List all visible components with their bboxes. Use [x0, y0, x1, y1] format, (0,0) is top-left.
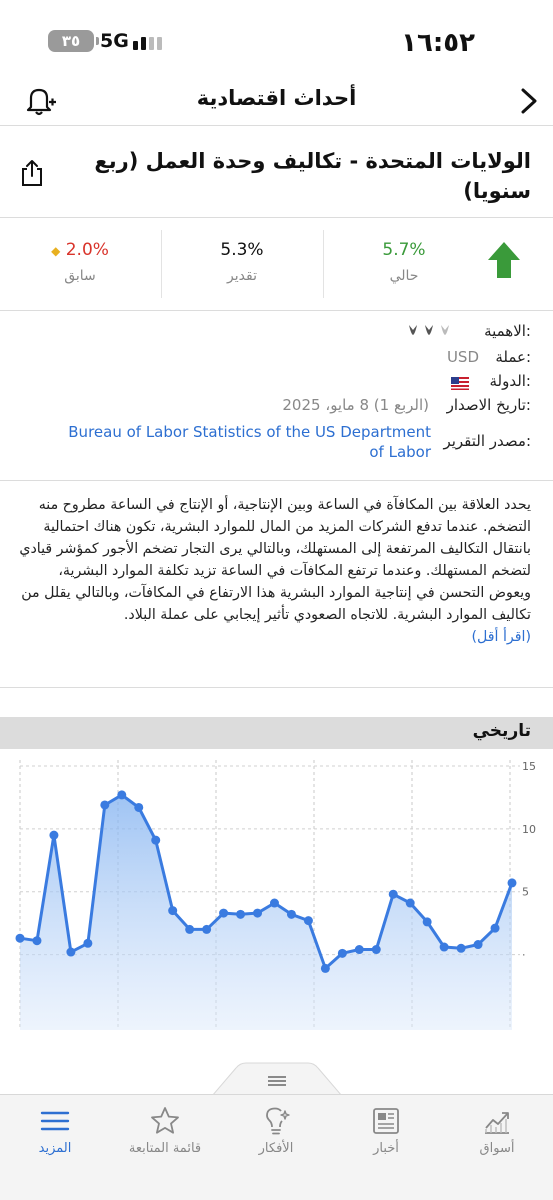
arrow-up-icon [486, 240, 522, 280]
country-row [21, 372, 531, 396]
event-details [21, 322, 531, 466]
tab-label: قائمة المتابعة [128, 1141, 202, 1156]
previous-diamond-icon: ◆ [51, 244, 61, 258]
tab-more[interactable] [0, 1105, 110, 1156]
currency-row [21, 348, 531, 372]
divider [0, 687, 553, 688]
data-point[interactable] [440, 943, 449, 952]
data-point[interactable] [185, 925, 194, 934]
nav-header [0, 78, 553, 124]
currency-label: :عملة [495, 348, 531, 366]
divider [0, 480, 553, 481]
forecast-number: 5.3% [220, 240, 264, 260]
event-title: الولايات المتحدة - تكاليف وحدة العمل (ربع سنويا) [94, 149, 531, 203]
data-point[interactable] [168, 906, 177, 915]
tab-ideas[interactable] [221, 1105, 331, 1156]
tab-label: أخبار [373, 1141, 399, 1156]
page-title: أحداث اقتصادية [196, 86, 357, 110]
actual-number: 5.7% [382, 240, 426, 260]
data-point[interactable] [338, 949, 347, 958]
data-point[interactable] [491, 924, 500, 933]
status-bar [0, 0, 553, 80]
data-point[interactable] [423, 917, 432, 926]
y-tick-label: · [522, 948, 526, 962]
data-point[interactable] [508, 878, 517, 887]
values-row [0, 218, 553, 310]
source-row [21, 422, 531, 466]
data-point[interactable] [16, 934, 25, 943]
data-point[interactable] [321, 964, 330, 973]
data-point[interactable] [287, 910, 296, 919]
status-time: ١٦:٥٢ [401, 28, 475, 58]
tab-label: أسواق [479, 1141, 515, 1156]
tab-label: الأفكار [258, 1141, 294, 1156]
release-value: (الربع 1) 8 مايو، 2025 [282, 396, 429, 414]
star-icon [149, 1105, 181, 1137]
data-point[interactable] [100, 800, 109, 809]
data-point[interactable] [372, 945, 381, 954]
data-point[interactable] [83, 939, 92, 948]
data-point[interactable] [474, 940, 483, 949]
network-type: 5G [100, 30, 129, 52]
event-description [19, 494, 531, 648]
data-point[interactable] [134, 803, 143, 812]
description-text: يحدد العلاقة بين المكافآة في الساعة وبين الإنتاجية، أو الإنتاج في الساعة مطروح منه التضخم. عندما تدفع الشركات المزيد من المال للموارد البشرية، تكون هناك احتمالية بانتقال التكاليف المرتفعة إلى المستهلك، وبالتالي يرى التجار تضخم الأجور كمؤشر قيادي لتضخم المستهلك. وعندما ترتفع المكافآت في الساعة تزيد تكلفة الموارد البشرية، ويعوض التحسن في إنتاجية الموارد البشرية هذا الارتفاع في المكافآت، وبالتالي يقلل من تكاليف الموارد البشرية. للاتجاه الصعودي تأثير إيجابي على عملة البلاد. [19, 497, 531, 623]
series-area [20, 795, 512, 1030]
history-chart [0, 752, 553, 1052]
tab-watchlist[interactable] [110, 1105, 220, 1156]
data-point[interactable] [406, 899, 415, 908]
bull-importance-icon [407, 322, 455, 342]
history-header [0, 717, 553, 749]
divider [0, 310, 553, 311]
signal-icon [133, 32, 163, 50]
tab-news[interactable] [331, 1105, 441, 1156]
history-title: تاريخي [472, 721, 531, 741]
read-less-link[interactable]: (اقرأ أقل) [471, 629, 531, 645]
menu-icon [39, 1105, 71, 1137]
data-point[interactable] [304, 916, 313, 925]
data-point[interactable] [32, 936, 41, 945]
data-point[interactable] [389, 890, 398, 899]
chart-trend-icon [481, 1105, 513, 1137]
newspaper-icon [370, 1105, 402, 1137]
previous-value [0, 230, 160, 300]
data-point[interactable] [253, 909, 262, 918]
tab-bar [0, 1094, 553, 1200]
data-point[interactable] [219, 909, 228, 918]
previous-number: 2.0% [65, 240, 109, 260]
data-point[interactable] [66, 948, 75, 957]
data-point[interactable] [151, 836, 160, 845]
forecast-value [162, 230, 322, 300]
lightbulb-icon [260, 1105, 292, 1137]
tab-label: المزيد [38, 1141, 72, 1156]
data-point[interactable] [49, 831, 58, 840]
divider [0, 125, 553, 126]
y-tick-label: 15 [522, 760, 536, 773]
source-label: :مصدر التقرير [443, 432, 531, 450]
forecast-label: تقدير [227, 268, 257, 284]
data-point[interactable] [236, 910, 245, 919]
tab-markets[interactable] [442, 1105, 552, 1156]
y-tick-label: 5 [522, 885, 529, 899]
currency-value: USD [446, 348, 479, 366]
previous-label: سابق [64, 268, 96, 284]
us-flag-icon [451, 376, 469, 394]
share-icon[interactable] [18, 158, 46, 188]
country-label: :الدولة [489, 372, 531, 390]
data-point[interactable] [117, 790, 126, 799]
importance-label: :الاهمية [484, 322, 531, 340]
actual-label: حالي [389, 268, 419, 284]
data-point[interactable] [202, 925, 211, 934]
y-tick-label: 10 [522, 822, 536, 836]
chevron-right-icon[interactable] [513, 84, 543, 118]
data-point[interactable] [355, 945, 364, 954]
data-point[interactable] [457, 944, 466, 953]
release-row [21, 396, 531, 420]
tabbar-handle[interactable] [212, 1062, 342, 1096]
actual-value [324, 230, 484, 300]
source-link[interactable]: Bureau of Labor Statistics of the US Department of Labor [68, 423, 431, 461]
release-label: :تاريخ الاصدار [446, 396, 531, 414]
importance-row [21, 322, 531, 348]
data-point[interactable] [270, 899, 279, 908]
battery-icon: ٣٥ [48, 30, 94, 52]
